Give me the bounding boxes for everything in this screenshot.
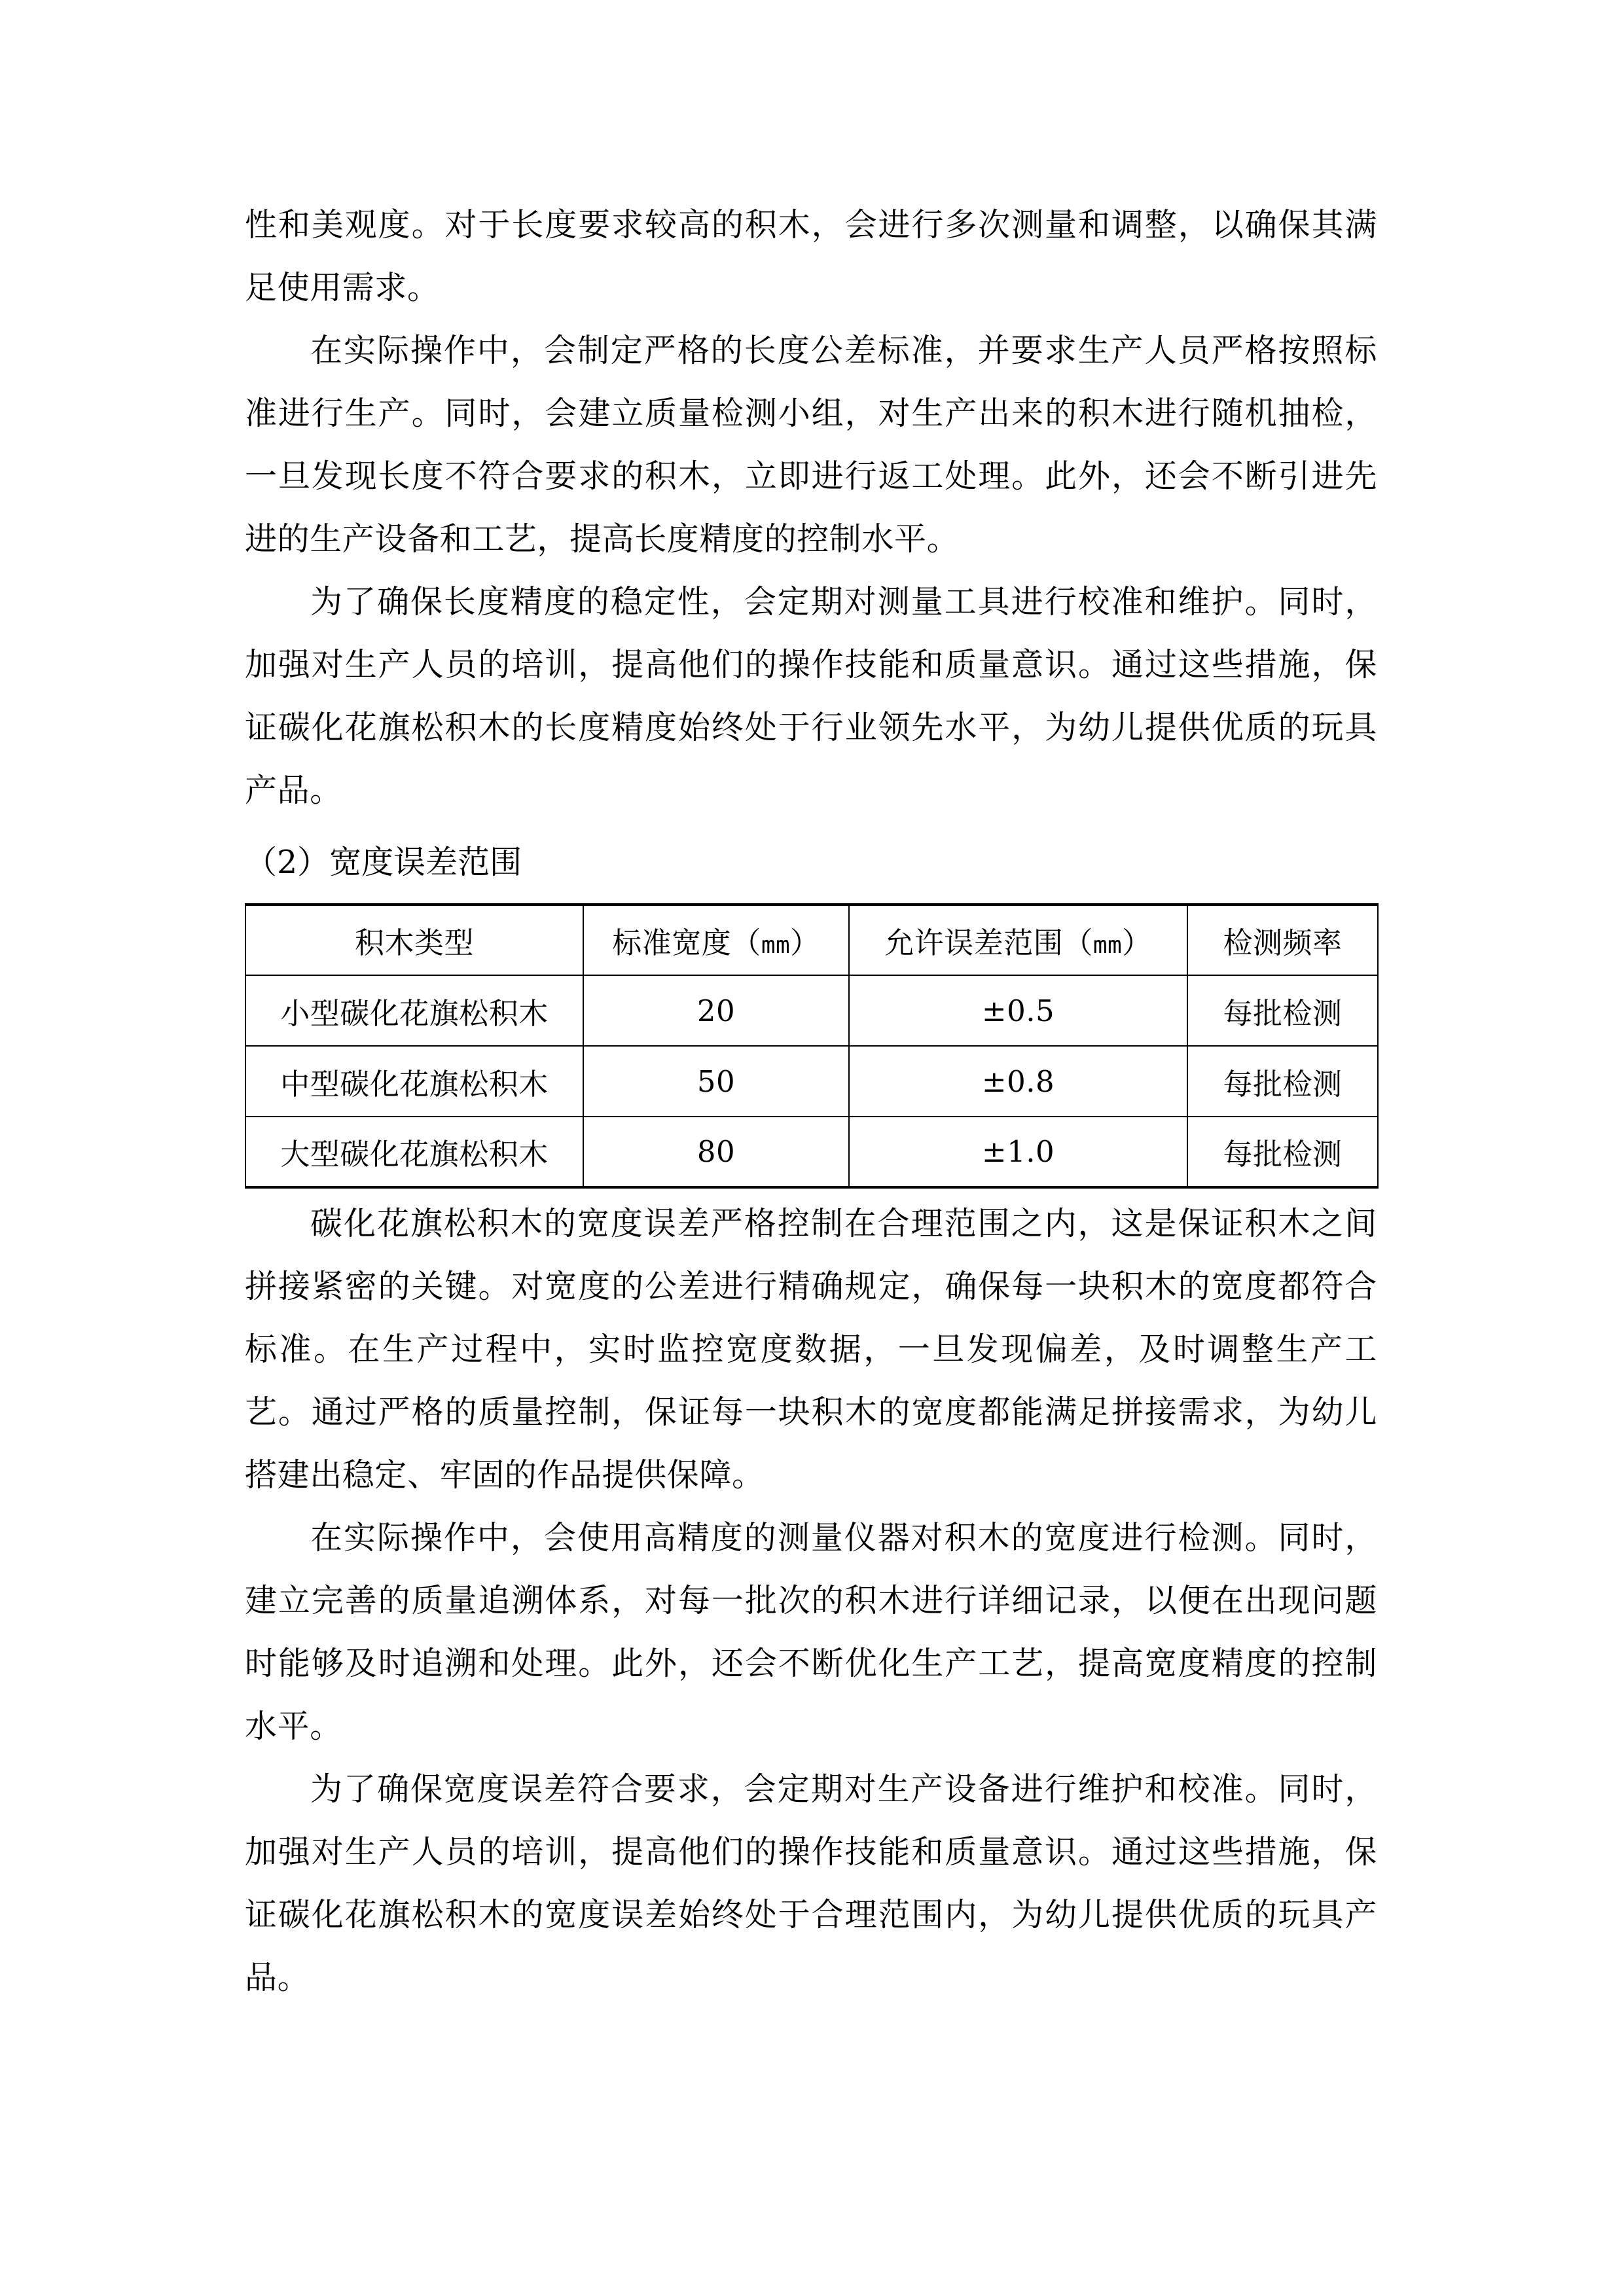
header-tolerance-unit: mm [1092,932,1123,959]
paragraph-6: 为了确保宽度误差符合要求，会定期对生产设备进行维护和校准。同时，加强对生产人员的培训，提高他们的操作技能和质量意识。通过这些措施，保证碳化花旗松积木的宽度误差始终处于合理范围内，为幼儿提供优质的玩具产品。 [245,1770,1377,1996]
cell-tolerance: ±0.8 [849,1046,1187,1117]
cell-block-type: 大型碳化花旗松积木 [245,1117,583,1187]
cell-tolerance: ±0.5 [849,975,1187,1046]
cell-inspection-frequency: 每批检测 [1187,1046,1378,1117]
paragraph-4: 碳化花旗松积木的宽度误差严格控制在合理范围之内，这是保证积木之间拼接紧密的关键。对宽度的公差进行精确规定，确保每一块积木的宽度都符合标准。在生产过程中，实时监控宽度数据，一旦发现偏差，及时调整生产工艺。通过严格的质量控制，保证每一块积木的宽度都能满足拼接需求，为幼儿搭建出稳定、牢固的作品提供保障。 [245,1205,1377,1494]
heading-gap-bottom [245,894,1377,903]
paragraph-1: 性和美观度。对于长度要求较高的积木，会进行多次测量和调整，以确保其满足使用需求。 [245,206,1377,306]
header-standard-width-main: 标准宽度（ [612,925,761,960]
cell-tolerance: ±1.0 [849,1117,1187,1187]
cell-inspection-frequency: 每批检测 [1187,975,1378,1046]
table-row [245,975,1378,1046]
paragraph-5: 在实际操作中，会使用高精度的测量仪器对积木的宽度进行检测。同时，建立完善的质量追溯体系，对每一批次的积木进行详细记录，以便在出现问题时能够及时追溯和处理。此外，还会不断优化生产工艺，提高宽度精度的控制水平。 [245,1519,1377,1745]
paragraph-3: 为了确保长度精度的稳定性，会定期对测量工具进行校准和维护。同时，加强对生产人员的培训，提高他们的操作技能和质量意识。通过这些措施，保证碳化花旗松积木的长度精度始终处于行业领先水平，为幼儿提供优质的玩具产品。 [245,583,1377,809]
header-tolerance-main: 允许误差范围（ [884,925,1093,960]
table-header-tolerance-range [849,905,1187,975]
page-content [245,0,1377,2009]
cell-inspection-frequency: 每批检测 [1187,1117,1378,1187]
table-header-inspection-frequency: 检测频率 [1187,905,1378,975]
paragraph-2: 在实际操作中，会制定严格的长度公差标准，并要求生产人员严格按照标准进行生产。同时，会建立质量检测小组，对生产出来的积木进行随机抽检，一旦发现长度不符合要求的积木，立即进行返工处理。此外，还会不断引进先进的生产设备和工艺，提高长度精度的控制水平。 [245,332,1377,558]
cell-standard-width: 80 [583,1117,849,1187]
cell-block-type: 中型碳化花旗松积木 [245,1046,583,1117]
header-standard-width-unit: mm [761,932,791,959]
table-header-block-type: 积木类型 [245,905,583,975]
header-standard-width-tail: ） [790,925,820,960]
width-tolerance-table [245,903,1379,1189]
cell-standard-width: 20 [583,975,849,1046]
table-header-standard-width [583,905,849,975]
section-heading-width-tolerance: （2）宽度误差范围 [245,844,522,881]
cell-block-type: 小型碳化花旗松积木 [245,975,583,1046]
table-row [245,1046,1378,1117]
top-margin-spacer [245,0,1377,194]
heading-gap-top [245,822,1377,831]
cell-standard-width: 50 [583,1046,849,1117]
table-row [245,1117,1378,1187]
table-header-row [245,905,1378,975]
header-tolerance-tail: ） [1122,925,1152,960]
